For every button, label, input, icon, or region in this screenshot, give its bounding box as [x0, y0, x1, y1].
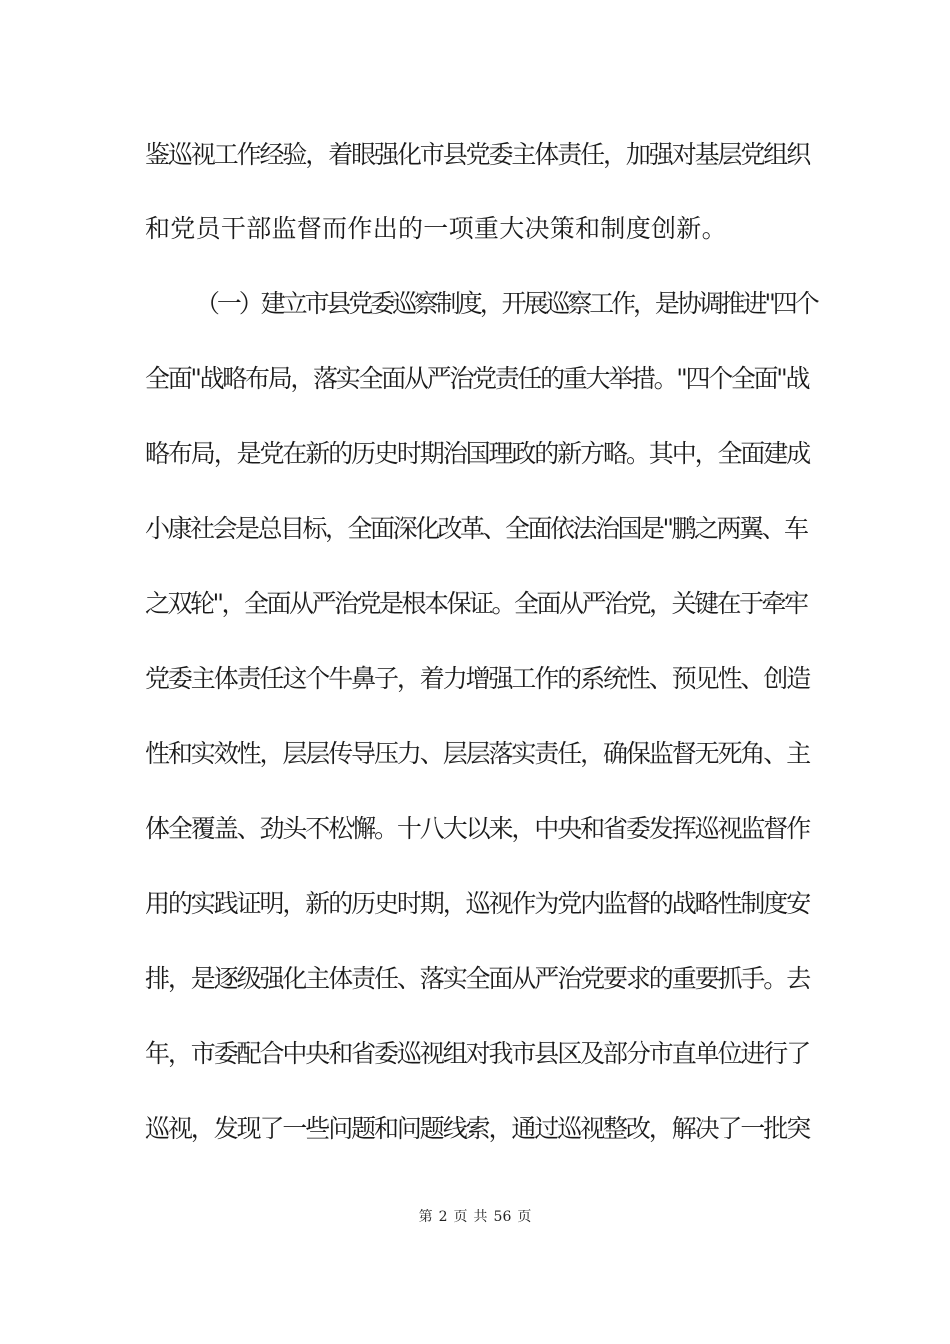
text-line-5: 略布局，是党在新的历史时期治国理政的新方略。其中，全面建成: [145, 439, 810, 468]
footer-total-pages: 56: [493, 1209, 512, 1225]
text-line-8: 党委主体责任这个牛鼻子，着力增强工作的系统性、预见性、创造: [145, 664, 810, 693]
text-line-10: 体全覆盖、劲头不松懈。十八大以来，中央和省委发挥巡视监督作: [145, 814, 810, 843]
footer-page-number: 2: [438, 1209, 448, 1225]
page-footer: [0, 1208, 950, 1226]
paragraph-heading-line: （一）建立市县党委巡察制度，开展巡察工作，是协调推进"四个: [195, 289, 817, 318]
text-line-11: 用的实践证明，新的历史时期，巡视作为党内监督的战略性制度安: [145, 889, 810, 918]
text-line-14: 巡视，发现了一些问题和问题线索，通过巡视整改，解决了一批突: [145, 1114, 810, 1143]
text-line-6: 小康社会是总目标，全面深化改革、全面依法治国是"鹏之两翼、车: [145, 514, 807, 543]
footer-prefix: 第: [418, 1209, 433, 1225]
footer-total-unit: 页: [517, 1209, 532, 1225]
text-line-9: 性和实效性，层层传导压力、层层落实责任，确保监督无死角、主: [145, 739, 810, 768]
text-line-2: 和党员干部监督而作出的一项重大决策和制度创新。: [145, 214, 727, 243]
text-line-4: 全面"战略布局，落实全面从严治党责任的重大举措。"四个全面"战: [145, 364, 809, 393]
footer-page-unit: 页: [453, 1209, 468, 1225]
text-line-12: 排，是逐级强化主体责任、落实全面从严治党要求的重要抓手。去: [145, 964, 810, 993]
text-line-7: 之双轮"，全面从严治党是根本保证。全面从严治党，关键在于牵牢: [145, 589, 807, 618]
text-line-1: 鉴巡视工作经验，着眼强化市县党委主体责任，加强对基层党组织: [145, 140, 810, 169]
footer-total-prefix: 共: [473, 1209, 488, 1225]
text-line-13: 年，市委配合中央和省委巡视组对我市县区及部分市直单位进行了: [145, 1039, 810, 1068]
